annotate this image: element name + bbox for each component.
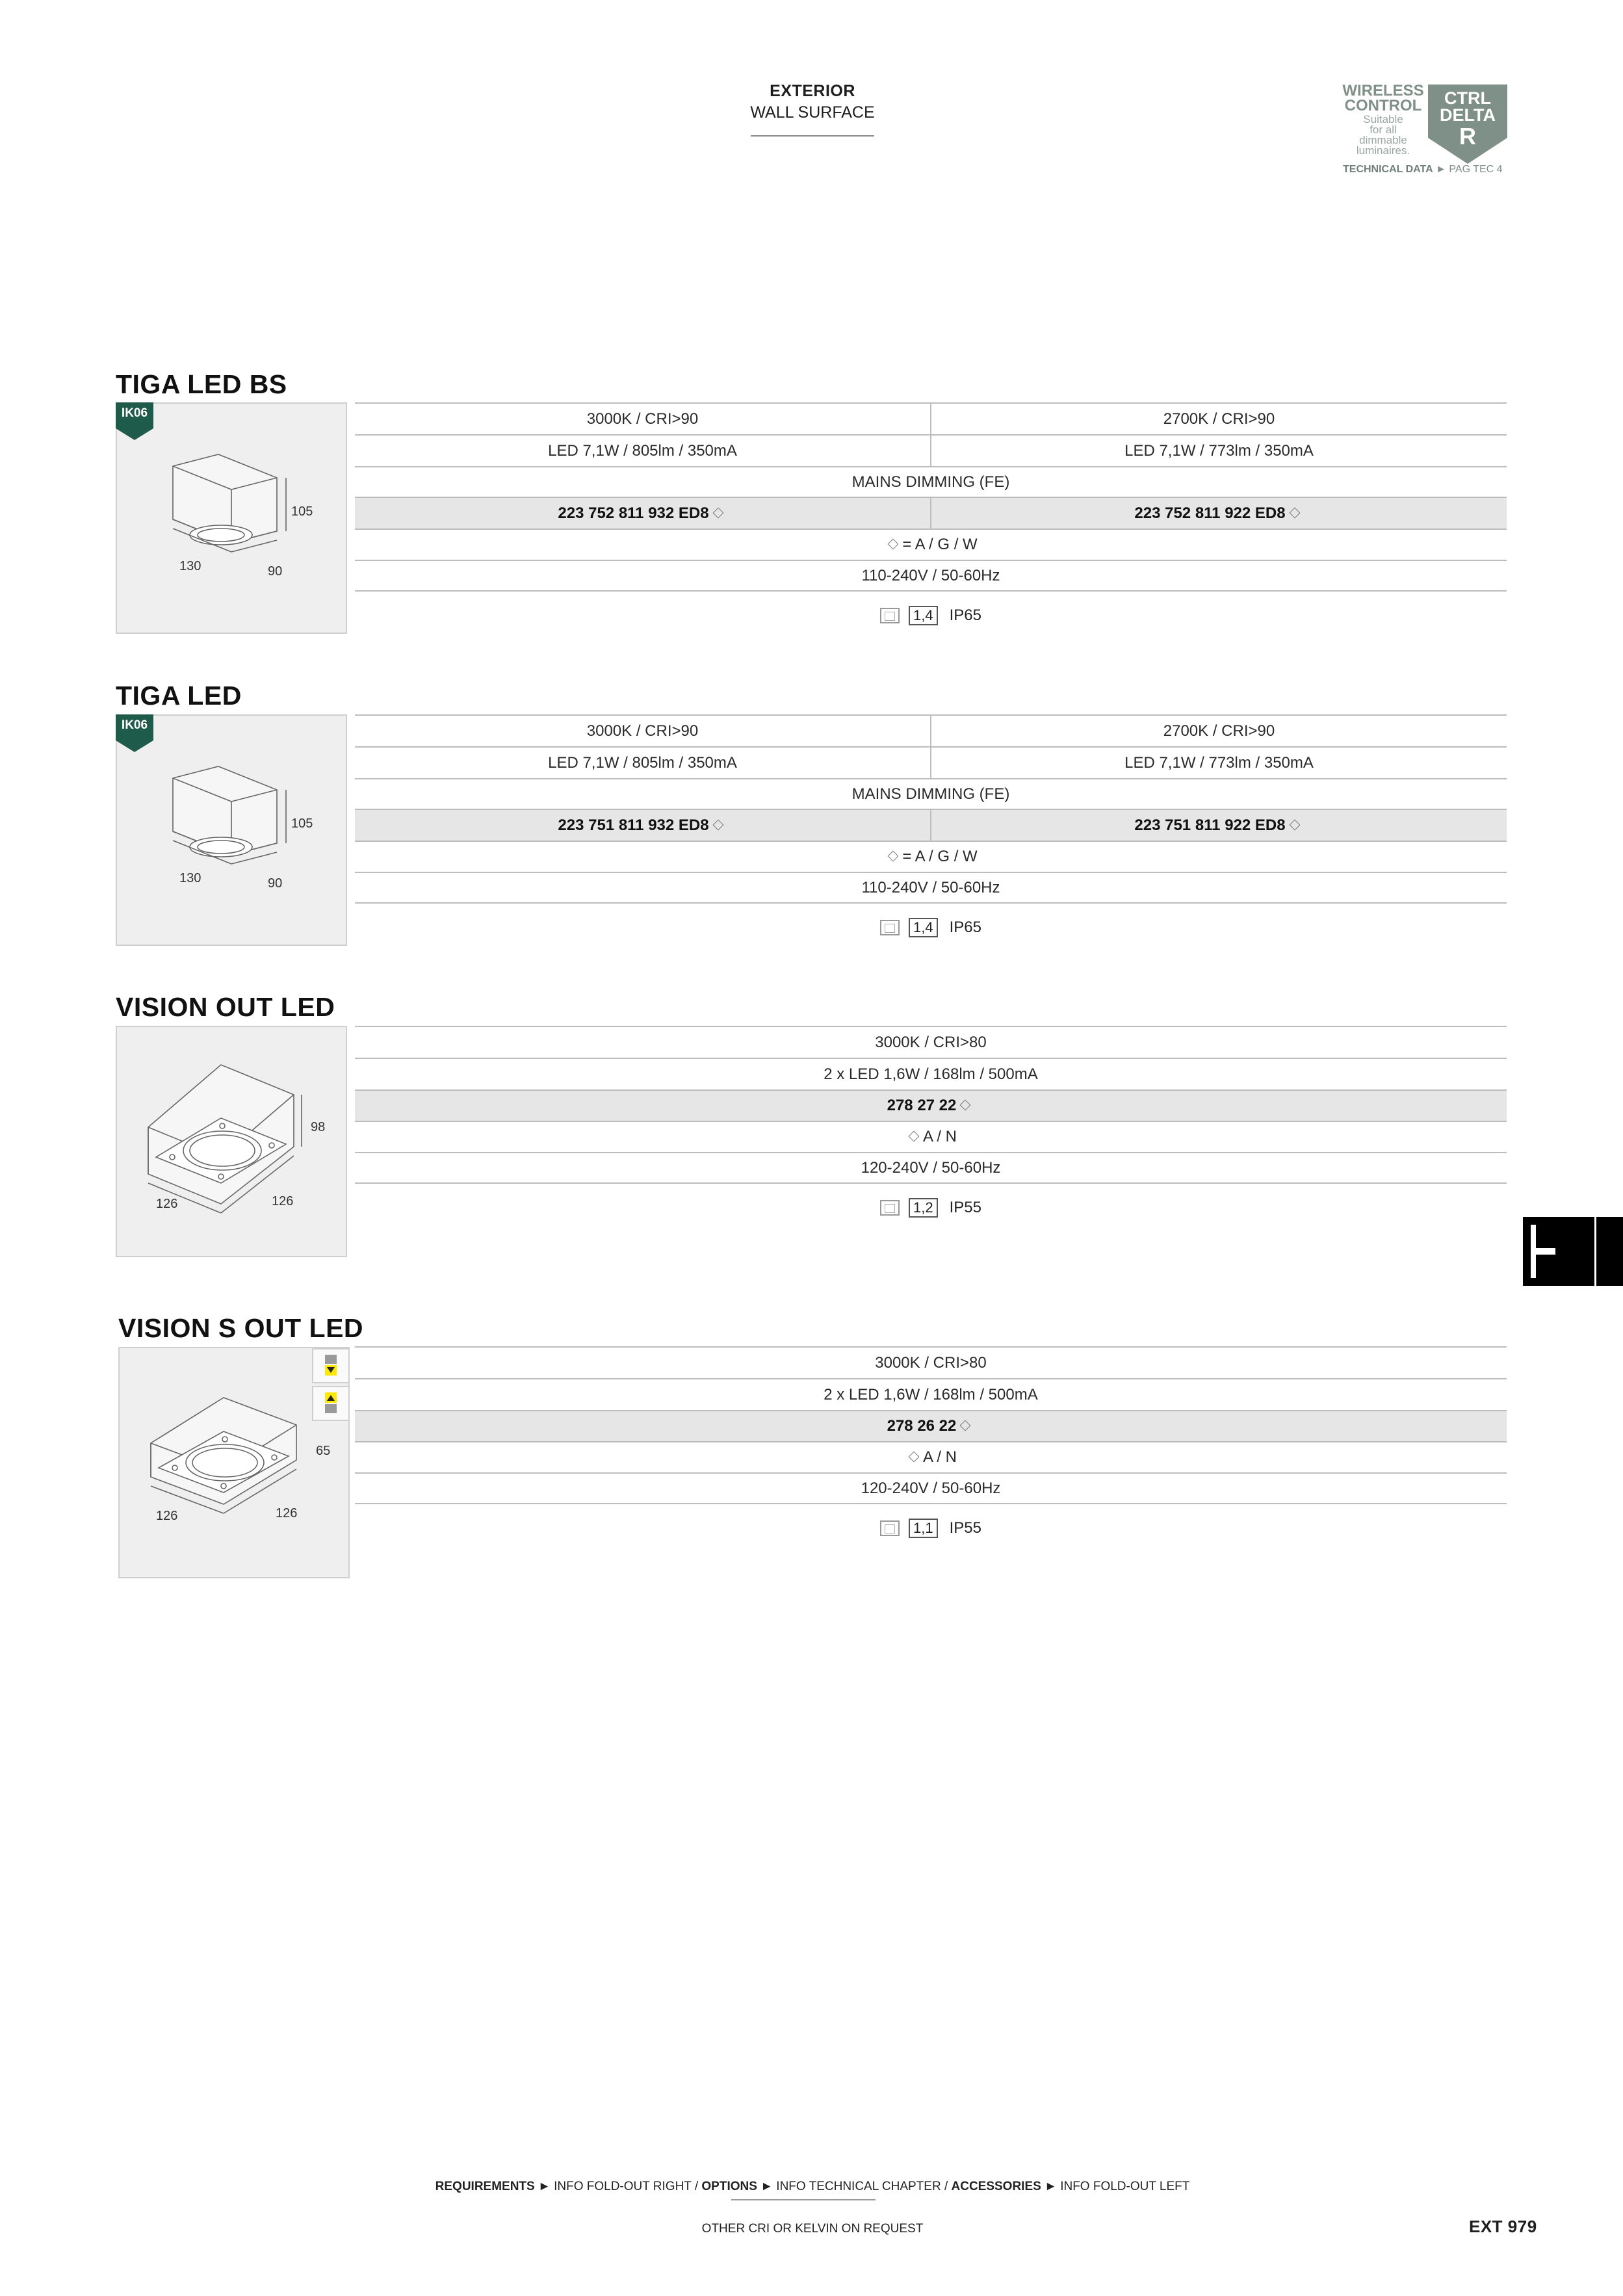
page-header [715, 82, 910, 137]
rating-icons [355, 904, 1507, 952]
table-row [355, 1122, 1507, 1153]
led-spec: LED 7,1W / 773lm / 350mA [930, 436, 1507, 466]
dim-depth: 126 [272, 1194, 294, 1208]
ip-rating: IP65 [949, 607, 981, 624]
table-row [355, 467, 1507, 498]
diamond-icon [1289, 819, 1300, 830]
table-row [355, 1379, 1507, 1411]
dim-width: 130 [179, 559, 201, 573]
vision-out-drawing-icon [117, 1027, 346, 1256]
table-row [355, 1026, 1507, 1059]
finish-spec: A / N [355, 1442, 1507, 1472]
table-row [355, 530, 1507, 561]
impact-rating: 1,2 [909, 1198, 938, 1218]
accessories-label: ACCESSORIES [951, 2180, 1041, 2193]
dim-depth: 90 [268, 876, 283, 891]
ip-rating: IP65 [949, 919, 981, 936]
product-drawing [116, 1026, 347, 1257]
product-title: TIGA LED [116, 681, 242, 711]
product-code[interactable]: 223 752 811 932 ED8 [355, 498, 930, 528]
svg-text:IK06: IK06 [121, 718, 148, 732]
dim-width: 126 [156, 1197, 178, 1211]
technical-data-ref[interactable]: TECHNICAL DATA ► PAG TEC 4 [1343, 164, 1503, 175]
rating-icons [355, 1504, 1507, 1552]
table-row [355, 498, 1507, 530]
dimming-spec: MAINS DIMMING (FE) [851, 473, 1010, 491]
table-row [355, 1411, 1507, 1442]
wall-section-icon [1523, 1217, 1623, 1286]
ik06-badge-icon [116, 714, 153, 752]
table-row [355, 561, 1507, 592]
diamond-icon [960, 1100, 971, 1111]
requirements-label: REQUIREMENTS [435, 2180, 535, 2193]
header-divider [751, 135, 874, 137]
accessories-text: INFO FOLD-OUT LEFT [1060, 2180, 1190, 2193]
ip-rating: IP55 [949, 1519, 981, 1537]
table-row [355, 1442, 1507, 1474]
class-ii-icon [880, 1200, 900, 1216]
product-title: TIGA LED BS [116, 369, 287, 399]
col-header: 2700K / CRI>90 [930, 716, 1507, 746]
spec-table [355, 1026, 1507, 1232]
spec-table [355, 402, 1507, 640]
table-row [355, 810, 1507, 842]
voltage-spec: 110-240V / 50-60Hz [861, 878, 1000, 896]
led-spec: 2 x LED 1,6W / 168lm / 500mA [824, 1065, 1038, 1083]
col-header: 3000K / CRI>80 [875, 1353, 987, 1372]
led-spec: LED 7,1W / 805lm / 350mA [548, 753, 737, 772]
subcategory-title: WALL SURFACE [750, 103, 875, 122]
dim-width: 130 [179, 871, 201, 885]
requirements-text: INFO FOLD-OUT RIGHT / [554, 2180, 699, 2193]
downlight-option-icon [312, 1348, 350, 1383]
led-spec: LED 7,1W / 805lm / 350mA [548, 441, 737, 460]
footer-references: REQUIREMENTS ► INFO FOLD-OUT RIGHT / OPTIONS ► INFO TECHNICAL CHAPTER / ACCESSORIES ► INFO FOLD-OUT LEFT [435, 2180, 1190, 2193]
impact-rating: 1,4 [909, 918, 938, 937]
product-code[interactable]: 278 27 22 [355, 1091, 1507, 1121]
dim-height: 65 [316, 1444, 331, 1458]
voltage-spec: 120-240V / 50-60Hz [861, 1479, 1001, 1497]
uplight-option-icon [312, 1386, 350, 1421]
wireless-control-badge [1340, 83, 1509, 181]
dim-height: 98 [311, 1120, 326, 1134]
footer-divider [731, 2199, 876, 2200]
col-header: 2700K / CRI>90 [930, 404, 1507, 434]
table-row [355, 714, 1507, 748]
class-ii-icon [880, 608, 900, 623]
finish-spec: = A / G / W [355, 530, 1507, 560]
diamond-icon [888, 851, 899, 862]
product-code[interactable]: 223 751 811 922 ED8 [930, 810, 1507, 841]
dim-depth: 126 [276, 1506, 298, 1520]
dim-height: 105 [291, 504, 313, 519]
col-header: 3000K / CRI>90 [586, 410, 699, 428]
table-row [355, 436, 1507, 467]
options-text: INFO TECHNICAL CHAPTER / [776, 2180, 948, 2193]
finish-spec: A / N [355, 1122, 1507, 1152]
table-row [355, 873, 1507, 904]
table-row [355, 1474, 1507, 1504]
product-code[interactable]: 223 752 811 922 ED8 [930, 498, 1507, 528]
col-header: 3000K / CRI>80 [875, 1033, 987, 1051]
product-title: VISION OUT LED [116, 992, 335, 1022]
finish-spec: = A / G / W [355, 842, 1507, 872]
ctrl-delta-shield-icon [1428, 85, 1507, 164]
table-row [355, 748, 1507, 779]
diamond-icon [712, 819, 723, 830]
class-ii-icon [880, 1520, 900, 1536]
table-row [355, 1059, 1507, 1091]
product-title: VISION S OUT LED [118, 1313, 364, 1343]
category-title: EXTERIOR [770, 82, 855, 100]
col-header: 3000K / CRI>90 [586, 722, 699, 740]
ik06-badge-icon [116, 402, 153, 440]
dim-width: 126 [156, 1509, 178, 1523]
badge-line3: R [1459, 123, 1476, 150]
dim-height: 105 [291, 816, 313, 831]
rating-icons [355, 592, 1507, 640]
led-spec: 2 x LED 1,6W / 168lm / 500mA [824, 1385, 1038, 1403]
badge-line2: DELTA [1440, 105, 1496, 125]
dimming-spec: MAINS DIMMING (FE) [851, 785, 1010, 803]
rating-icons [355, 1184, 1507, 1232]
table-row [355, 842, 1507, 873]
footer-note: OTHER CRI OR KELVIN ON REQUEST [701, 2222, 924, 2236]
table-row [355, 1153, 1507, 1184]
wireless-note: Suitable for all dimmable luminaires. [1356, 113, 1410, 157]
diamond-icon [960, 1420, 971, 1431]
svg-text:IK06: IK06 [121, 406, 148, 420]
badge-line1: CTRL [1444, 88, 1491, 108]
dim-depth: 90 [268, 564, 283, 579]
product-code[interactable]: 223 751 811 932 ED8 [355, 810, 930, 841]
voltage-spec: 110-240V / 50-60Hz [861, 566, 1000, 584]
section-tab-marker [1523, 1217, 1623, 1286]
ip-rating: IP55 [949, 1199, 981, 1216]
led-spec: LED 7,1W / 773lm / 350mA [930, 748, 1507, 778]
product-code[interactable]: 278 26 22 [355, 1411, 1507, 1441]
impact-rating: 1,4 [909, 606, 938, 625]
page-number: EXT 979 [1469, 2217, 1537, 2236]
table-row [355, 779, 1507, 810]
table-row [355, 1346, 1507, 1379]
table-row [355, 1091, 1507, 1122]
class-ii-icon [880, 920, 900, 935]
spec-table [355, 714, 1507, 952]
wireless-title: WIRELESS CONTROL [1342, 82, 1424, 114]
impact-rating: 1,1 [909, 1519, 938, 1538]
diamond-icon [908, 1131, 919, 1142]
spec-table [355, 1346, 1507, 1552]
diamond-icon [908, 1452, 919, 1463]
diamond-icon [888, 539, 899, 550]
diamond-icon [1289, 507, 1300, 518]
voltage-spec: 120-240V / 50-60Hz [861, 1158, 1001, 1177]
options-label: OPTIONS [701, 2180, 757, 2193]
diamond-icon [712, 507, 723, 518]
table-row [355, 402, 1507, 436]
